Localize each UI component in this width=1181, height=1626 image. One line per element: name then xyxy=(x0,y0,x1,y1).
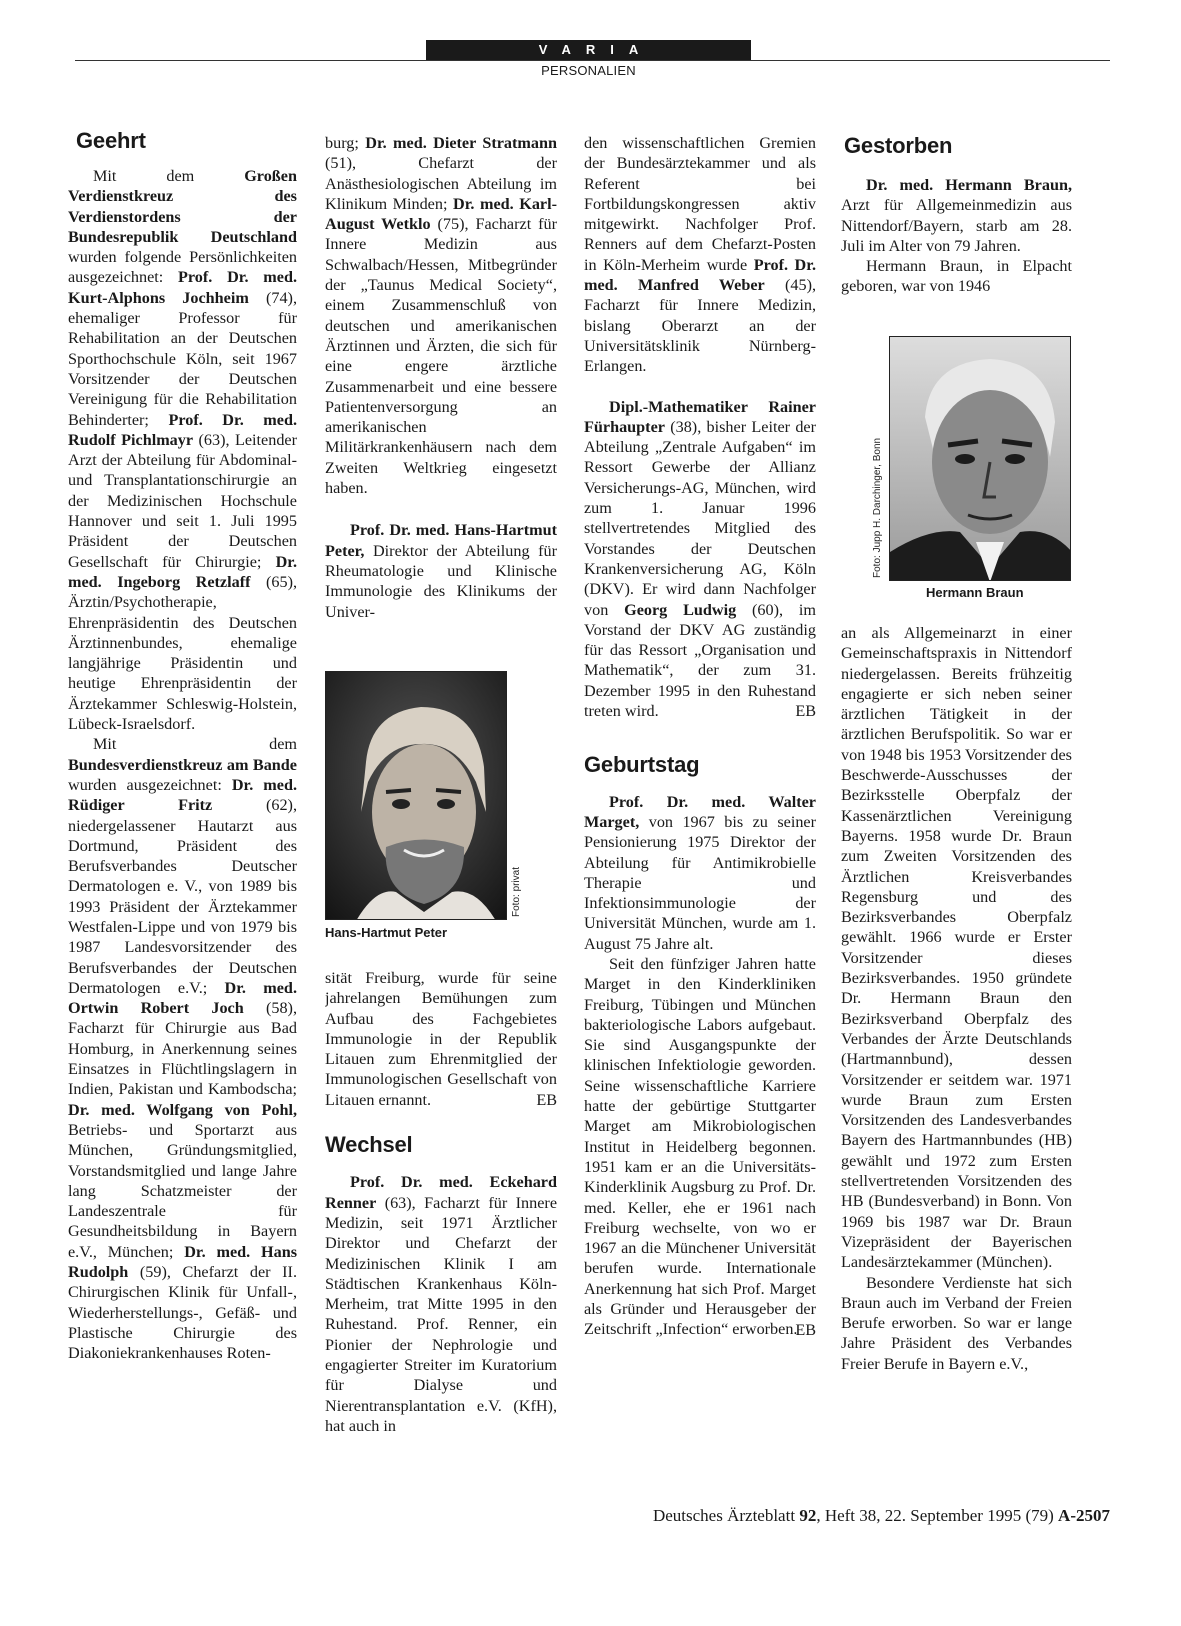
bold-name: Prof. Dr. med. Rudolf Pichlmayr xyxy=(68,410,297,449)
heading-wechsel: Wechsel xyxy=(325,1132,413,1158)
bold-name: Dr. med. Wolfgang von Pohl, xyxy=(68,1100,297,1119)
column-3 xyxy=(584,133,816,1478)
paragraph: Mit dem Großen Verdienstkreuz des Verdienstordens der Bundesrepublik Deutschland wurden folgende Persönlichkeiten ausgezeichnet: Prof. Dr. med. Kurt-Alphons Jochheim (74), ehemaliger Professor für Rehabilitation an der Deutschen Sporthochschule Köln, seit 1967 Vorsitzender der Deutschen Vereinigung für die Rehabilitation Behinderter; Prof. Dr. med. Rudolf Pichlmayr (63), Leitender Arzt der Abteilung für Abdominal- und Transplantationschirurgie an der Medizinischen Hochschule Hannover und seit 1. Juli 1995 Präsident der Deutschen Gesellschaft für Chirurgie; Dr. med. Ingeborg Retzlaff (65), Ärztin/Psychotherapie, Ehrenpräsidentin des Deutschen Ärztinnenbundes, ehemalige langjährige Präsidentin und heutige Ehrenpräsidentin der Ärztekammer Schleswig-Holstein, Lübeck-Israelsdorf. xyxy=(68,167,297,734)
heading-geburtstag: Geburtstag xyxy=(584,751,700,777)
paragraph: Hermann Braun, in Elpacht geboren, war von 1946 xyxy=(841,257,1072,296)
paragraph: Dipl.-Mathematiker Rainer Fürhaupter (38), bisher Leiter der Abteilung „Zentrale Aufgaben“ im Ressort Gewerbe der Allianz Versicherungs-AG, München, wird zum 1. Januar 1996 stellvertretendes Mitglied des Vorstandes der Deutschen Krankenversicherung AG, Köln (DKV). Er wird dann Nachfolger von Georg Ludwig (60), im Vorstand der DKV AG zuständig für das Ressort „Organisation und Mathematik“, der zum 31. Dezember 1995 in den Ruhestand treten wird. xyxy=(584,397,816,721)
photo-hans-hartmut-peter xyxy=(325,671,507,920)
portrait-image xyxy=(890,337,1071,581)
page-number: A-2507 xyxy=(1058,1506,1110,1525)
subsection-label: PERSONALIEN xyxy=(541,63,636,78)
section-label: VARIA xyxy=(426,40,751,60)
paragraph: sität Freiburg, wurde für seine jahrelangen Bemühungen zum Aufbau des Fachgebietes Immunologie in der Republik Litauen zum Ehrenmitglied der Immunologischen Gesellschaft von Litauen ernannt. xyxy=(325,969,557,1109)
bold-name: Dr. med. Hans Rudolph xyxy=(68,1242,297,1282)
bold-name: Dr. med. Karl-August Wetklo xyxy=(325,194,557,234)
photo-hermann-braun xyxy=(889,336,1071,581)
header-rule xyxy=(75,60,1110,61)
bold-name: Prof. Dr. med. Kurt-Alphons Jochheim xyxy=(68,268,297,307)
paragraph: Besondere Verdienste hat sich Braun auch im Verband der Freien Berufe erworben. So war er lange Jahre Präsident des Verbandes Freier Berufe in Bayern e.V., xyxy=(841,1273,1072,1373)
bold-name: Prof. Dr. med. Manfred Weber xyxy=(584,255,816,295)
column-4 xyxy=(841,133,1072,333)
paragraph: Mit dem Bundesverdienstkreuz am Bande wurden ausgezeichnet: Dr. med. Rüdiger Fritz (62), niedergelassener Hautarzt aus Dortmund, Präsident des Berufsverbandes Deutscher Dermatologen e. V., von 1989 bis 1993 Präsident der Ärztekammer Westfalen-Lippe und von 1979 bis 1987 Landesvorsitzender des Berufsverbandes der Deutschen Dermatologen e.V.; Dr. med. Ortwin Robert Joch (58), Facharzt für Chirurgie aus Bad Homburg, in Anerkennung seines Einsatzes in Flüchtlingslagern in Indien, Pakistan und Kambodscha; Dr. med. Wolfgang von Pohl, Betriebs- und Sportarzt aus München, Gründungsmitglied, Vorstandsmitglied und lange Jahre lang Schatzmeister der Landeszentrale für Gesundheitsbildung in Bayern e.V., München; Dr. med. Hans Rudolph (59), Chefarzt der II. Chirurgischen Klinik für Unfall-, Wiederherstellungs-, Gefäß- und Plastische Chirurgie des Diakoniekrankenhauses Roten- xyxy=(68,735,297,1363)
photo-caption: Hans-Hartmut Peter xyxy=(325,925,448,940)
photo-caption: Hermann Braun xyxy=(926,585,1024,600)
paragraph: an als Allgemeinarzt in einer Gemeinschaftspraxis in Nittendorf niedergelassen. Bereits frühzeitig engagierte er sich neben seiner ärztlichen Tätigkeit in der ärztlichen Berufspolitik. So war er von 1948 bis 1953 Vorsitzender des Beschwerde-Ausschusses der Bezirksstelle Oberpfalz der Kassenärztlichen Vereinigung Bayerns. 1958 wurde Dr. Braun zum Zweiten Vorsitzenden des Ärztlichen Kreisverbandes Regensburg und des Bezirksverbandes Oberpfalz gewählt. 1966 wurde er Erster Vorsitzender dieses Bezirksverbandes. 1950 gründete Dr. Hermann Braun den Bezirksverband Oberpfalz des Verbandes der Ärzte Deutschlands (Hartmannbund), dessen Vorsitzender er seitdem war. 1971 wurde Braun zum Ersten Vorsitzenden des Landesverbandes Bayern des Hartmannbundes (HB) gewählt und 1972 zum Ersten stellvertretenden Vorsitzenden des HB (Bundesverband) in Bonn. Von 1969 bis 1987 war Dr. Braun Vizepräsident der Bayerischen Landesärztekammer (München). xyxy=(841,624,1072,1272)
bold-name: Prof. Dr. med. Eckehard Renner xyxy=(325,1173,557,1212)
author-sign: EB xyxy=(795,702,816,721)
bold-name: Georg Ludwig xyxy=(624,600,737,619)
page-header xyxy=(75,38,1110,88)
bold-name: Prof. Dr. med. Hans-Hartmut Peter, xyxy=(325,521,557,560)
portrait-image xyxy=(326,672,507,920)
bold-name: Großen Verdienstkreuz des Verdienstordens der Bundesrepublik Deutschland xyxy=(68,167,297,246)
bold-name: Dipl.-Mathematiker Rainer Fürhaupter xyxy=(584,397,816,436)
heading-geehrt: Geehrt xyxy=(76,128,146,153)
bold-name: Dr. med. Hermann Braun, xyxy=(866,176,1072,194)
bold-name: Dr. med. Ingeborg Retzlaff xyxy=(68,552,297,591)
photo-credit: Foto: privat xyxy=(511,866,522,917)
paragraph: burg; Dr. med. Dieter Stratmann (51), Chefarzt der Anästhesiologischen Abteilung im Klinikum Minden; Dr. med. Karl-August Wetklo (75), Facharzt für Innere Medizin aus Schwalbach/Hessen, Mitbegründer der „Taunus Medical Society“, einem Zusammenschluß von deutschen und amerikanischen Ärztinnen und Ärzten, die sich für eine engere ärztliche Zusammenarbeit und eine bessere Patientenversorgung an amerikanischen Militärkrankenhäusern nach dem Zweiten Weltkrieg eingesetzt haben. xyxy=(325,134,557,498)
column-1 xyxy=(68,128,297,1478)
bold-name: Dr. med. Dieter Stratmann xyxy=(365,134,557,152)
photo-credit: Foto: Jupp H. Darchinger, Bonn xyxy=(872,437,883,578)
journal-volume: 92 xyxy=(799,1506,817,1525)
bold-name: Dr. med. Rüdiger Fritz xyxy=(68,775,297,815)
author-sign: EB xyxy=(795,1320,816,1339)
page-footer xyxy=(530,1505,1110,1527)
paragraph: den wissenschaftlichen Gremien der Bundesärztekammer und als Referent bei Fortbildungskongressen aktiv mitgewirkt. Nachfolger Prof. Renners auf dem Chefarzt-Posten in Köln-Merheim wurde Prof. Dr. med. Manfred Weber (45), Facharzt für Innere Medizin, bislang Oberarzt an der Universitätsklinik Nürnberg-Erlangen. xyxy=(584,134,816,376)
paragraph: Prof. Dr. med. Hans-Hartmut Peter, Direktor der Abteilung für Rheumatologie und Klinische Immunologie des Klinikums der Univer- xyxy=(325,521,557,621)
paragraph: Seit den fünfziger Jahren hatte Marget in den Kinderkliniken Freiburg, Tübingen und München bakteriologische Labors aufgebaut. Sie sind Ausgangspunkte der klinischen Infektiologie geworden. Seine wissenschaftliche Karriere hatte der gebürtige Stuttgarter Marget am Mikrobiologischen Institut in Heidelberg begonnen. 1951 kam er an die Universitäts-Kinderklinik Augsburg zu Prof. Dr. med. Keller, ehe er 1961 nach Freiburg wechselte, von wo er 1967 an die Münchener Universität berufen wurde. Internationale Anerkennung hat sich Prof. Marget als Gründer und Herausgeber der Zeitschrift „Infection“ erworben. xyxy=(584,954,816,1339)
paragraph: Prof. Dr. med. Walter Marget, von 1967 bis zu seiner Pensionierung 1975 Direktor der Abteilung für Antimikrobielle Therapie und Infektionsimmunologie der Universität München, wurde am 1. August 75 Jahre alt. xyxy=(584,792,816,953)
paragraph: Dr. med. Hermann Braun, Arzt für Allgemeinmedizin aus Nittendorf/Bayern, starb am 28. Juli im Alter von 79 Jahren. xyxy=(841,176,1072,255)
heading-gestorben: Gestorben xyxy=(844,133,953,158)
paragraph: Prof. Dr. med. Eckehard Renner (63), Facharzt für Innere Medizin, seit 1971 Ärztlicher Direktor und Chefarzt der Medizinischen Klinik I am Städtischen Krankenhaus Köln-Merheim, trat Mitte 1995 in den Ruhestand. Prof. Renner, ein Pionier der Nephrologie und engagierter Streiter im Kuratorium für Dialyse und Nierentransplantation e.V. (KfH), hat auch in xyxy=(325,1173,557,1435)
bold-name: Bundesverdienstkreuz am Bande xyxy=(68,755,297,774)
bold-name: Dr. med. Ortwin Robert Joch xyxy=(68,978,297,1018)
column-2-lower xyxy=(325,968,557,1478)
author-sign: EB xyxy=(536,1091,557,1110)
bold-name: Prof. Dr. med. Walter Marget, xyxy=(584,792,816,831)
column-4-lower xyxy=(841,623,1072,1483)
issue-info: , Heft 38, 22. September 1995 (79) xyxy=(816,1506,1059,1525)
journal-name: Deutsches Ärzteblatt xyxy=(652,1506,800,1525)
